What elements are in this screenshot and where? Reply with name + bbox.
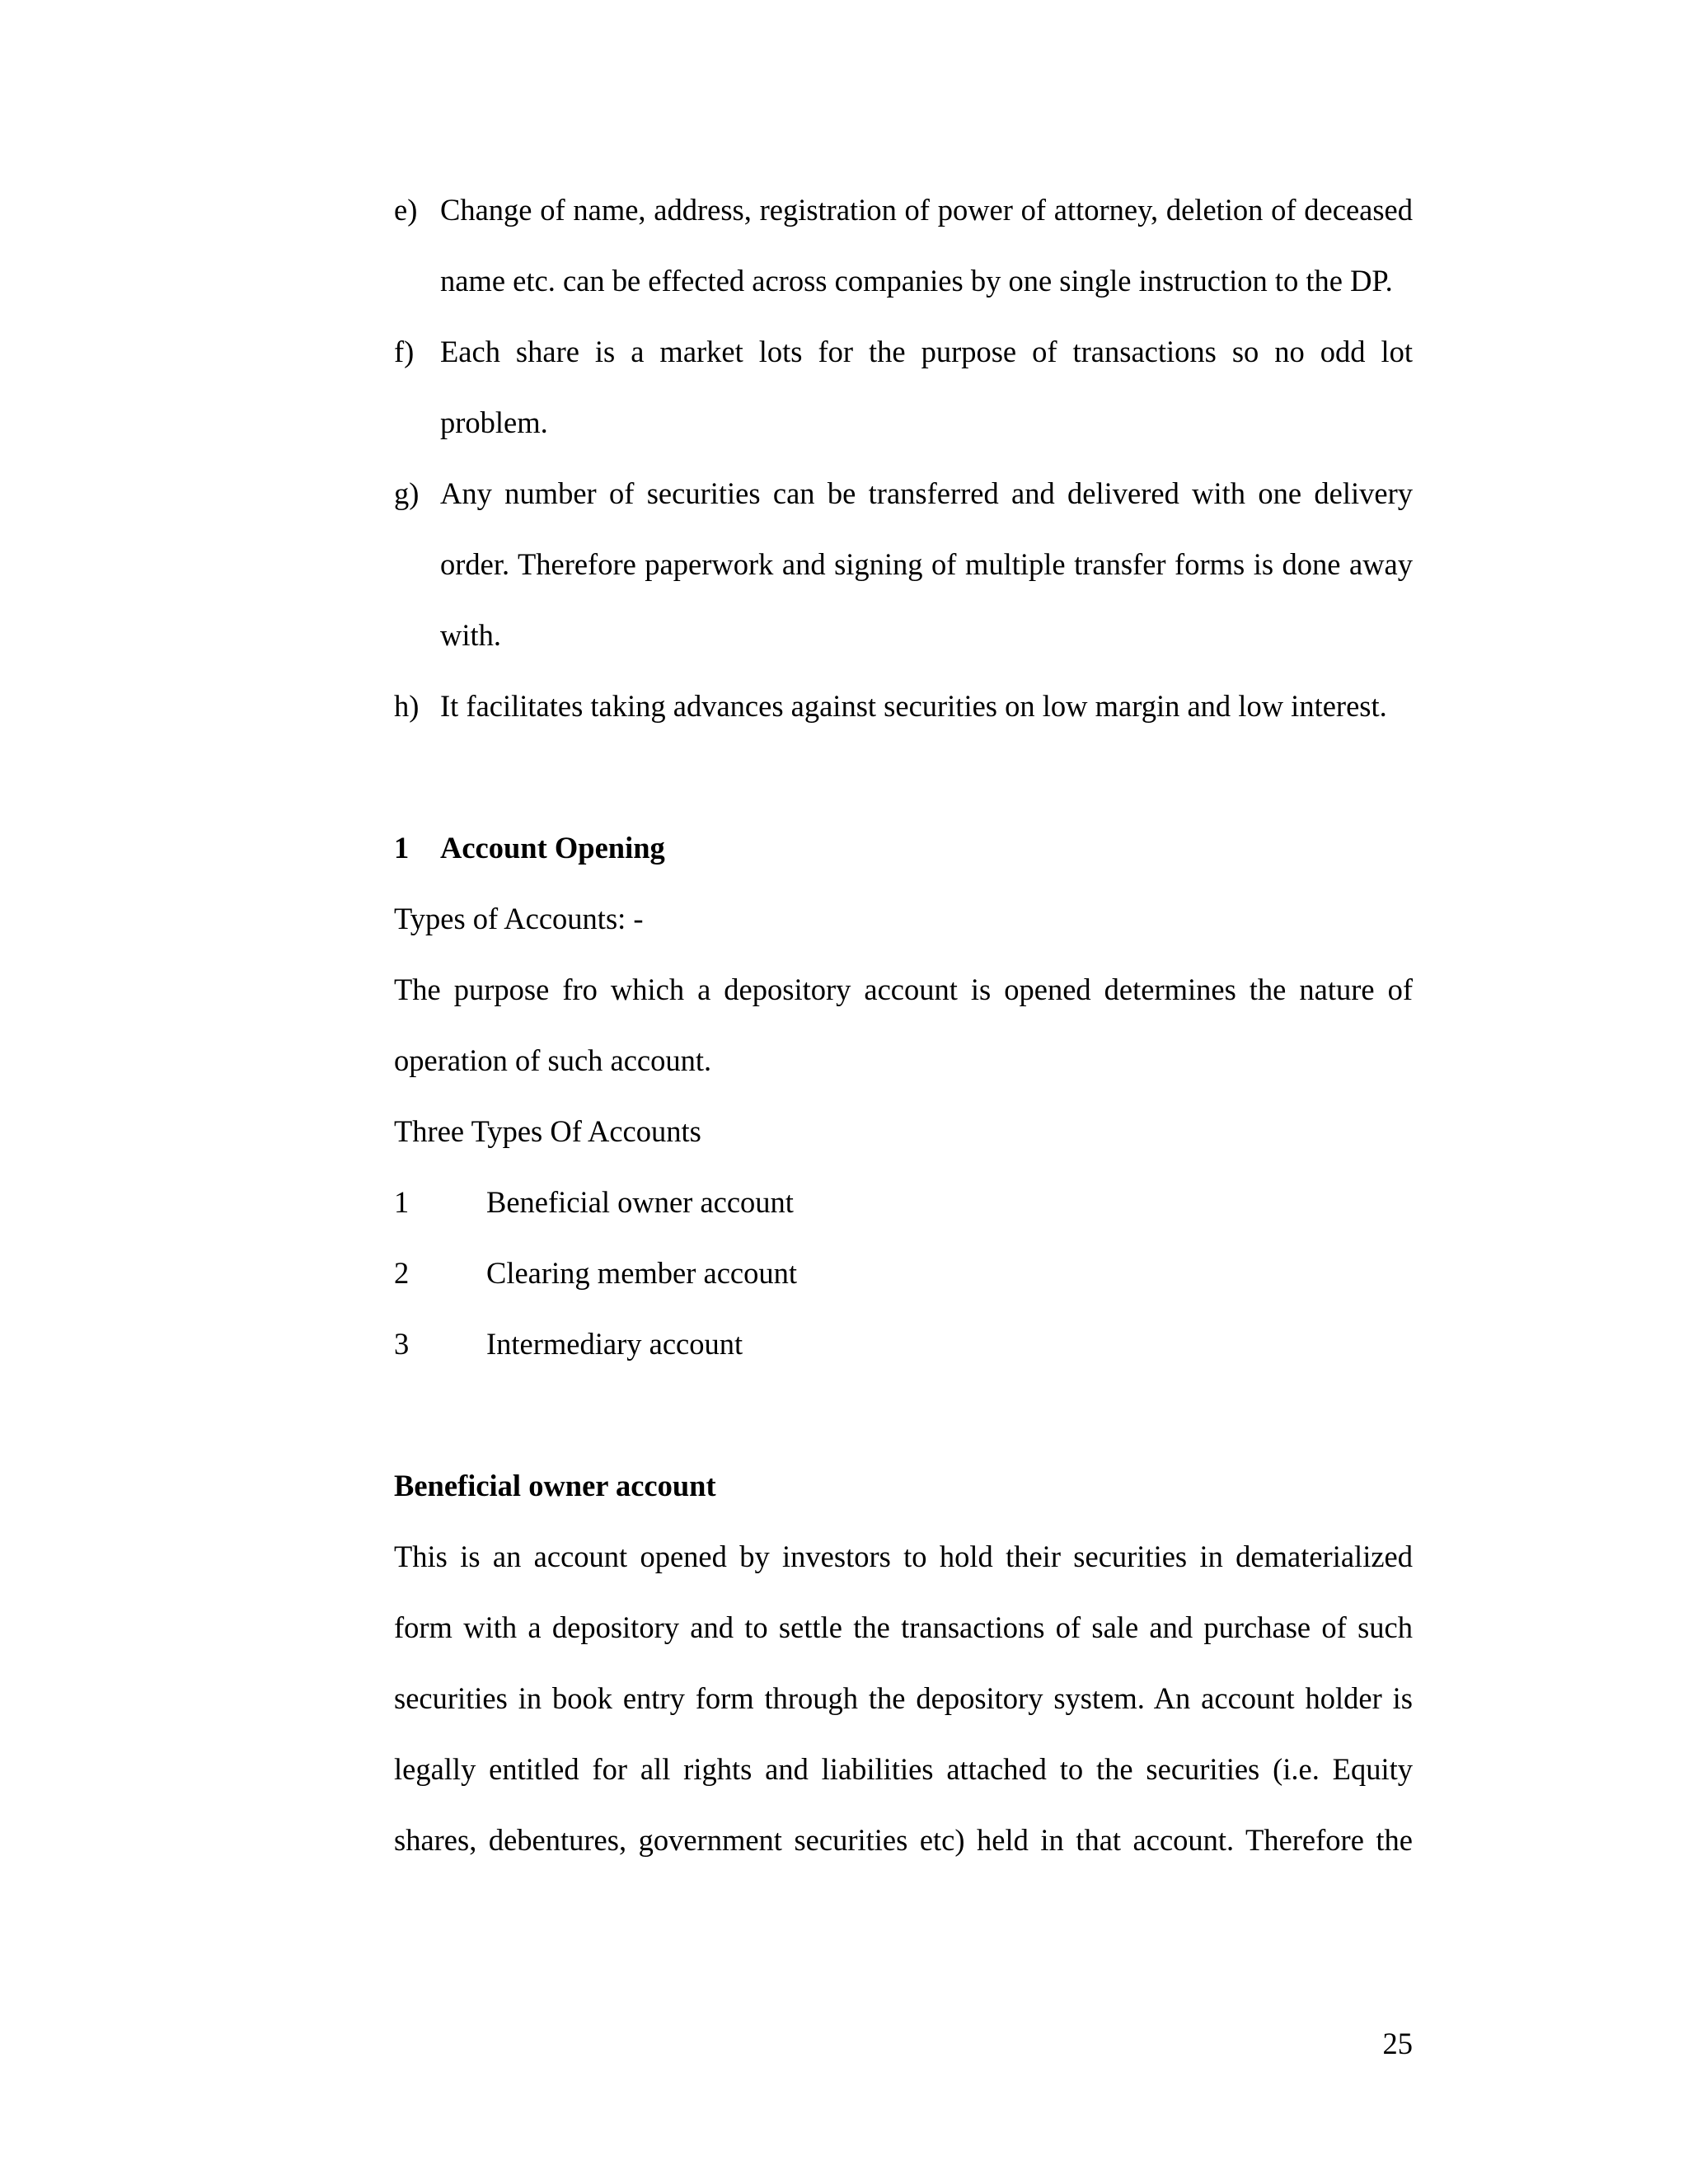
account-type-number: 3 [394, 1327, 410, 1361]
account-type-label: Beneficial owner account [486, 1185, 794, 1219]
account-type-label: Clearing member account [486, 1256, 798, 1290]
purpose-paragraph: The purpose fro which a depository account is opened determines the nature of operation of such account. [394, 972, 1413, 1077]
list-text: Any number of securities can be transferred and delivered with one delivery order. Therefore paperwork and signing of multiple transfer forms is done away with. [440, 476, 1413, 652]
list-marker: h) [394, 689, 420, 723]
page-content [394, 175, 1413, 1876]
account-type-item [394, 1167, 1413, 1238]
account-type-number: 2 [394, 1256, 410, 1290]
section-title: Account Opening [440, 831, 665, 865]
three-types-label: Three Types Of Accounts [394, 1114, 701, 1148]
list-text: Change of name, address, registration of power of attorney, deletion of deceased name etc. can be effected across companies by one single instruction to the DP. [440, 193, 1413, 298]
list-text: Each share is a market lots for the purpose of transactions so no odd lot problem. [440, 335, 1413, 439]
account-type-number: 1 [394, 1185, 410, 1219]
types-label: Types of Accounts: - [394, 902, 644, 935]
account-type-label: Intermediary account [486, 1327, 743, 1361]
account-type-item [394, 1309, 1413, 1380]
list-marker: e) [394, 193, 418, 227]
beneficial-heading: Beneficial owner account [394, 1469, 716, 1502]
account-type-item [394, 1238, 1413, 1309]
page-number: 25 [1382, 2027, 1413, 2060]
list-text: It facilitates taking advances against securities on low margin and low interest. [440, 689, 1387, 723]
list-marker: f) [394, 335, 415, 368]
section-heading [394, 813, 1413, 883]
list-item-e [394, 175, 1413, 316]
list-item-h [394, 671, 1413, 742]
list-item-g [394, 458, 1413, 671]
list-item-f [394, 316, 1413, 458]
spacer [394, 1380, 1413, 1451]
beneficial-paragraph: This is an account opened by investors to hold their securities in dematerialized form with a depository and to settle the transactions of sale and purchase of such securities in book entry form through the depository system. An account holder is legally entitled for all rights and liabilities attached to the securities (i.e. Equity shares, debentures, government securities etc) held in that account. Therefore the [394, 1540, 1413, 1857]
spacer [394, 742, 1413, 813]
section-number: 1 [394, 831, 410, 865]
list-marker: g) [394, 476, 420, 510]
